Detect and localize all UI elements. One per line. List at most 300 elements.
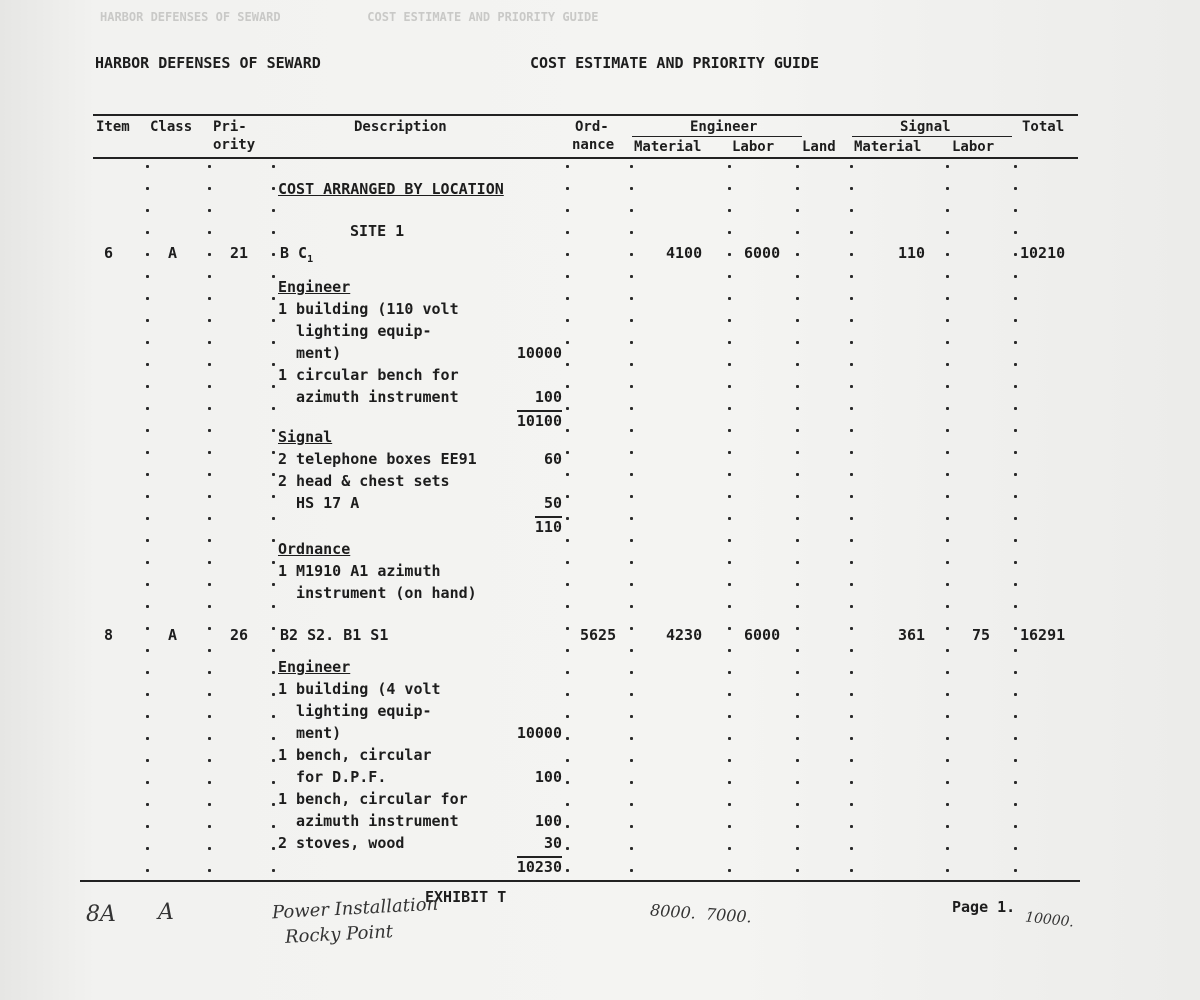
separator-dot [728, 671, 731, 674]
separator-dot [146, 385, 149, 388]
separator-dot [728, 561, 731, 564]
separator-dot [208, 583, 211, 586]
col-ordnance-line1: Ord- [575, 119, 609, 135]
separator-dot [208, 649, 211, 652]
row2-eng-labor: 6000 [744, 626, 781, 644]
row1-signal-heading: Signal [278, 428, 333, 446]
separator-dot [566, 825, 569, 828]
document-header-right: COST ESTIMATE AND PRIORITY GUIDE [530, 54, 819, 72]
separator-dot [1014, 297, 1017, 300]
separator-dot [566, 297, 569, 300]
separator-dot [796, 495, 799, 498]
separator-dot [1014, 231, 1017, 234]
separator-dot [146, 583, 149, 586]
separator-dot [146, 627, 149, 630]
separator-dot [946, 825, 949, 828]
separator-dot [566, 869, 569, 872]
row1-ordnance-line-text: 1 M1910 A1 azimuth [278, 562, 441, 580]
separator-dot [630, 693, 633, 696]
separator-dot [146, 781, 149, 784]
separator-dot [272, 429, 275, 432]
separator-dot [1014, 803, 1017, 806]
separator-dot [946, 539, 949, 542]
separator-dot [946, 165, 949, 168]
separator-dot [208, 825, 211, 828]
separator-dot [630, 341, 633, 344]
separator-dot [146, 429, 149, 432]
separator-dot [728, 297, 731, 300]
separator-dot [566, 561, 569, 564]
separator-dot [728, 825, 731, 828]
separator-dot [272, 693, 275, 696]
separator-dot [1014, 319, 1017, 322]
separator-dot [1014, 341, 1017, 344]
row2-engineer-line-amount: 30 [543, 834, 562, 852]
separator-dot [1014, 451, 1017, 454]
separator-dot [208, 561, 211, 564]
separator-dot [272, 385, 275, 388]
separator-dot [208, 253, 211, 256]
separator-dot [146, 693, 149, 696]
separator-dot [946, 495, 949, 498]
separator-dot [208, 693, 211, 696]
separator-dot [272, 407, 275, 410]
separator-dot [796, 671, 799, 674]
separator-dot [728, 385, 731, 388]
separator-dot [796, 847, 799, 850]
row2-engineer-line-text: lighting equip- [278, 702, 432, 720]
separator-dot [146, 231, 149, 234]
separator-dot [146, 825, 149, 828]
separator-dot [146, 275, 149, 278]
row1-signal-line-text: 2 telephone boxes EE91 [278, 450, 477, 468]
row1-signal-line-text: 2 head & chest sets [278, 472, 450, 490]
separator-dot [566, 341, 569, 344]
row2-engineer-line-text: 1 bench, circular [278, 746, 432, 764]
separator-dot [146, 869, 149, 872]
separator-dot [630, 385, 633, 388]
separator-dot [850, 231, 853, 234]
separator-dot [850, 671, 853, 674]
separator-dot [1014, 385, 1017, 388]
separator-dot [1014, 209, 1017, 212]
page-number: Page 1. [952, 898, 1016, 916]
separator-dot [272, 297, 275, 300]
separator-dot [272, 825, 275, 828]
separator-dot [946, 715, 949, 718]
row1-item: 6 [104, 244, 114, 262]
separator-dot [272, 869, 275, 872]
separator-dot [946, 297, 949, 300]
row1-signal-line-text: HS 17 A [278, 494, 360, 512]
row2-engineer-line-text: 1 bench, circular for [278, 790, 468, 808]
separator-dot [566, 781, 569, 784]
separator-dot [728, 539, 731, 542]
separator-dot [272, 737, 275, 740]
col-ordnance-line2: nance [572, 137, 615, 153]
row1-engineer-line-amount: 10100 [516, 412, 562, 430]
separator-dot [850, 627, 853, 630]
separator-dot [1014, 539, 1017, 542]
separator-dot [796, 451, 799, 454]
col-priority-line1: Pri- [213, 119, 247, 135]
separator-dot [208, 209, 211, 212]
separator-dot [850, 693, 853, 696]
separator-dot [630, 539, 633, 542]
separator-dot [728, 341, 731, 344]
separator-dot [946, 847, 949, 850]
separator-dot [850, 209, 853, 212]
row1-class: A [168, 244, 178, 262]
separator-dot [728, 363, 731, 366]
separator-dot [850, 363, 853, 366]
row1-engineer-heading: Engineer [278, 278, 351, 296]
separator-dot [796, 781, 799, 784]
separator-dot [1014, 495, 1017, 498]
col-sig-material: Material [854, 139, 922, 155]
separator-dot [796, 825, 799, 828]
separator-dot [208, 319, 211, 322]
separator-dot [946, 671, 949, 674]
separator-dot [208, 297, 211, 300]
separator-dot [728, 319, 731, 322]
separator-dot [566, 715, 569, 718]
separator-dot [208, 517, 211, 520]
row1-engineer-line-amount: 100 [534, 388, 562, 406]
separator-dot [630, 517, 633, 520]
separator-dot [850, 561, 853, 564]
separator-dot [630, 473, 633, 476]
row2-class: A [168, 626, 178, 644]
separator-dot [630, 671, 633, 674]
separator-dot [208, 429, 211, 432]
separator-dot [946, 693, 949, 696]
separator-dot [946, 605, 949, 608]
separator-dot [272, 495, 275, 498]
row2-sig-labor: 75 [972, 626, 991, 644]
separator-dot [796, 275, 799, 278]
separator-dot [630, 583, 633, 586]
separator-dot [728, 737, 731, 740]
separator-dot [796, 363, 799, 366]
separator-dot [630, 319, 633, 322]
separator-dot [208, 671, 211, 674]
col-description: Description [354, 119, 447, 135]
separator-dot [272, 671, 275, 674]
handwritten-item: 8A [86, 902, 116, 927]
separator-dot [796, 561, 799, 564]
separator-dot [728, 451, 731, 454]
separator-dot [272, 517, 275, 520]
separator-dot [630, 825, 633, 828]
separator-dot [946, 341, 949, 344]
separator-dot [796, 605, 799, 608]
row1-engineer-line-text: lighting equip- [278, 322, 432, 340]
separator-dot [728, 275, 731, 278]
separator-dot [796, 231, 799, 234]
separator-dot [146, 561, 149, 564]
separator-dot [630, 429, 633, 432]
separator-dot [728, 869, 731, 872]
separator-dot [946, 737, 949, 740]
separator-dot [566, 253, 569, 256]
site-label: SITE 1 [350, 222, 405, 240]
separator-dot [796, 341, 799, 344]
separator-dot [946, 187, 949, 190]
separator-dot [272, 253, 275, 256]
separator-dot [630, 297, 633, 300]
row1-engineer-line-text: 1 building (110 volt [278, 300, 459, 318]
separator-dot [630, 737, 633, 740]
separator-dot [272, 649, 275, 652]
separator-dot [630, 253, 633, 256]
separator-dot [208, 781, 211, 784]
separator-dot [728, 847, 731, 850]
separator-dot [850, 187, 853, 190]
row1-signal-line-amount: 50 [543, 494, 562, 512]
row2-engineer-line-amount: 10000 [516, 724, 562, 742]
separator-dot [796, 165, 799, 168]
separator-dot [566, 605, 569, 608]
separator-dot [796, 319, 799, 322]
separator-dot [566, 473, 569, 476]
separator-dot [796, 209, 799, 212]
row1-total: 10210 [1020, 244, 1066, 262]
row1-priority: 21 [230, 244, 249, 262]
separator-dot [850, 803, 853, 806]
separator-dot [728, 759, 731, 762]
separator-dot [728, 429, 731, 432]
separator-dot [850, 649, 853, 652]
separator-dot [272, 605, 275, 608]
separator-dot [1014, 649, 1017, 652]
col-priority-line2: ority [213, 137, 256, 153]
separator-dot [1014, 715, 1017, 718]
separator-dot [1014, 275, 1017, 278]
handwritten-amounts: 8000. 7000. [649, 900, 753, 927]
separator-dot [1014, 561, 1017, 564]
separator-dot [272, 165, 275, 168]
separator-dot [946, 385, 949, 388]
separator-dot [946, 253, 949, 256]
separator-dot [146, 847, 149, 850]
separator-dot [630, 451, 633, 454]
separator-dot [566, 803, 569, 806]
separator-dot [272, 627, 275, 630]
separator-dot [272, 451, 275, 454]
separator-dot [850, 825, 853, 828]
separator-dot [728, 231, 731, 234]
separator-dot [1014, 517, 1017, 520]
separator-dot [850, 781, 853, 784]
separator-dot [1014, 407, 1017, 410]
separator-dot [796, 385, 799, 388]
handwritten-description-line2: Rocky Point [284, 921, 394, 948]
separator-dot [630, 187, 633, 190]
separator-dot [946, 583, 949, 586]
separator-dot [566, 231, 569, 234]
bleed-through-text: HARBOR DEFENSES OF SEWARD COST ESTIMATE AND PRIORITY GUIDE [100, 10, 599, 24]
separator-dot [566, 429, 569, 432]
separator-dot [946, 319, 949, 322]
separator-dot [728, 209, 731, 212]
separator-dot [146, 165, 149, 168]
separator-dot [208, 803, 211, 806]
separator-dot [850, 473, 853, 476]
handwritten-description-line1: Power Installation [271, 893, 439, 924]
separator-dot [566, 693, 569, 696]
separator-dot [946, 429, 949, 432]
separator-dot [850, 275, 853, 278]
separator-dot [1014, 759, 1017, 762]
separator-dot [630, 759, 633, 762]
row2-sig-material: 361 [898, 626, 926, 644]
separator-dot [566, 385, 569, 388]
separator-dot [850, 319, 853, 322]
separator-dot [946, 209, 949, 212]
row1-signal-line-amount: 60 [543, 450, 562, 468]
separator-dot [630, 803, 633, 806]
separator-dot [1014, 605, 1017, 608]
separator-dot [566, 495, 569, 498]
separator-dot [728, 715, 731, 718]
separator-dot [850, 737, 853, 740]
separator-dot [272, 231, 275, 234]
separator-dot [796, 253, 799, 256]
row2-item: 8 [104, 626, 114, 644]
handwritten-class: A [158, 900, 174, 925]
separator-dot [272, 363, 275, 366]
separator-dot [146, 649, 149, 652]
separator-dot [630, 275, 633, 278]
separator-dot [208, 385, 211, 388]
separator-dot [728, 495, 731, 498]
separator-dot [272, 759, 275, 762]
separator-dot [850, 847, 853, 850]
separator-dot [146, 297, 149, 300]
separator-dot [796, 517, 799, 520]
separator-dot [796, 627, 799, 630]
separator-dot [1014, 363, 1017, 366]
separator-dot [850, 385, 853, 388]
separator-dot [566, 363, 569, 366]
separator-dot [208, 605, 211, 608]
separator-dot [796, 715, 799, 718]
separator-dot [850, 759, 853, 762]
separator-dot [630, 627, 633, 630]
separator-dot [946, 759, 949, 762]
separator-dot [850, 583, 853, 586]
separator-dot [946, 803, 949, 806]
separator-dot [796, 297, 799, 300]
separator-dot [146, 451, 149, 454]
separator-dot [146, 737, 149, 740]
table-bottom-rule [80, 880, 1080, 882]
separator-dot [272, 341, 275, 344]
separator-dot [946, 231, 949, 234]
separator-dot [728, 649, 731, 652]
separator-dot [566, 187, 569, 190]
separator-dot [796, 649, 799, 652]
separator-dot [946, 517, 949, 520]
separator-dot [796, 803, 799, 806]
separator-dot [146, 319, 149, 322]
handwritten-total: 10000. [1024, 909, 1075, 931]
separator-dot [946, 561, 949, 564]
separator-dot [566, 627, 569, 630]
separator-dot [272, 847, 275, 850]
row1-ordnance-heading: Ordnance [278, 540, 351, 558]
row2-ordnance: 5625 [580, 626, 617, 644]
row2-designation: B2 S2. B1 S1 [280, 626, 389, 644]
separator-dot [146, 517, 149, 520]
separator-dot [630, 715, 633, 718]
separator-dot [566, 847, 569, 850]
separator-dot [566, 451, 569, 454]
separator-dot [1014, 671, 1017, 674]
separator-dot [1014, 693, 1017, 696]
separator-dot [796, 737, 799, 740]
separator-dot [566, 737, 569, 740]
row2-engineer-line-amount: 100 [534, 768, 562, 786]
separator-dot [566, 517, 569, 520]
separator-dot [850, 297, 853, 300]
separator-dot [850, 341, 853, 344]
row1-sig-material: 110 [898, 244, 926, 262]
row1-eng-labor: 6000 [744, 244, 781, 262]
separator-dot [946, 363, 949, 366]
separator-dot [946, 869, 949, 872]
row2-engineer-line-text: ment) [278, 724, 342, 742]
row2-priority: 26 [230, 626, 249, 644]
col-eng-material: Material [634, 139, 702, 155]
separator-dot [146, 341, 149, 344]
separator-dot [850, 253, 853, 256]
separator-dot [946, 275, 949, 278]
separator-dot [272, 583, 275, 586]
separator-dot [146, 407, 149, 410]
separator-dot [566, 649, 569, 652]
separator-dot [146, 495, 149, 498]
separator-dot [208, 231, 211, 234]
separator-dot [796, 473, 799, 476]
separator-dot [566, 671, 569, 674]
document-header-left: HARBOR DEFENSES OF SEWARD [95, 54, 321, 72]
separator-dot [850, 495, 853, 498]
separator-dot [272, 209, 275, 212]
row2-engineer-line-amount: 100 [534, 812, 562, 830]
row1-engineer-line-text: 1 circular bench for [278, 366, 459, 384]
separator-dot [728, 605, 731, 608]
engineer-group-rule [632, 136, 802, 137]
separator-dot [796, 187, 799, 190]
col-engineer: Engineer [690, 119, 758, 135]
separator-dot [208, 847, 211, 850]
row2-eng-material: 4230 [666, 626, 703, 644]
separator-dot [728, 627, 731, 630]
signal-group-rule [852, 136, 1012, 137]
separator-dot [566, 319, 569, 322]
separator-dot [1014, 737, 1017, 740]
separator-dot [850, 869, 853, 872]
separator-dot [850, 605, 853, 608]
separator-dot [566, 407, 569, 410]
separator-dot [566, 583, 569, 586]
separator-dot [208, 341, 211, 344]
separator-dot [796, 869, 799, 872]
separator-dot [728, 187, 731, 190]
separator-dot [728, 407, 731, 410]
